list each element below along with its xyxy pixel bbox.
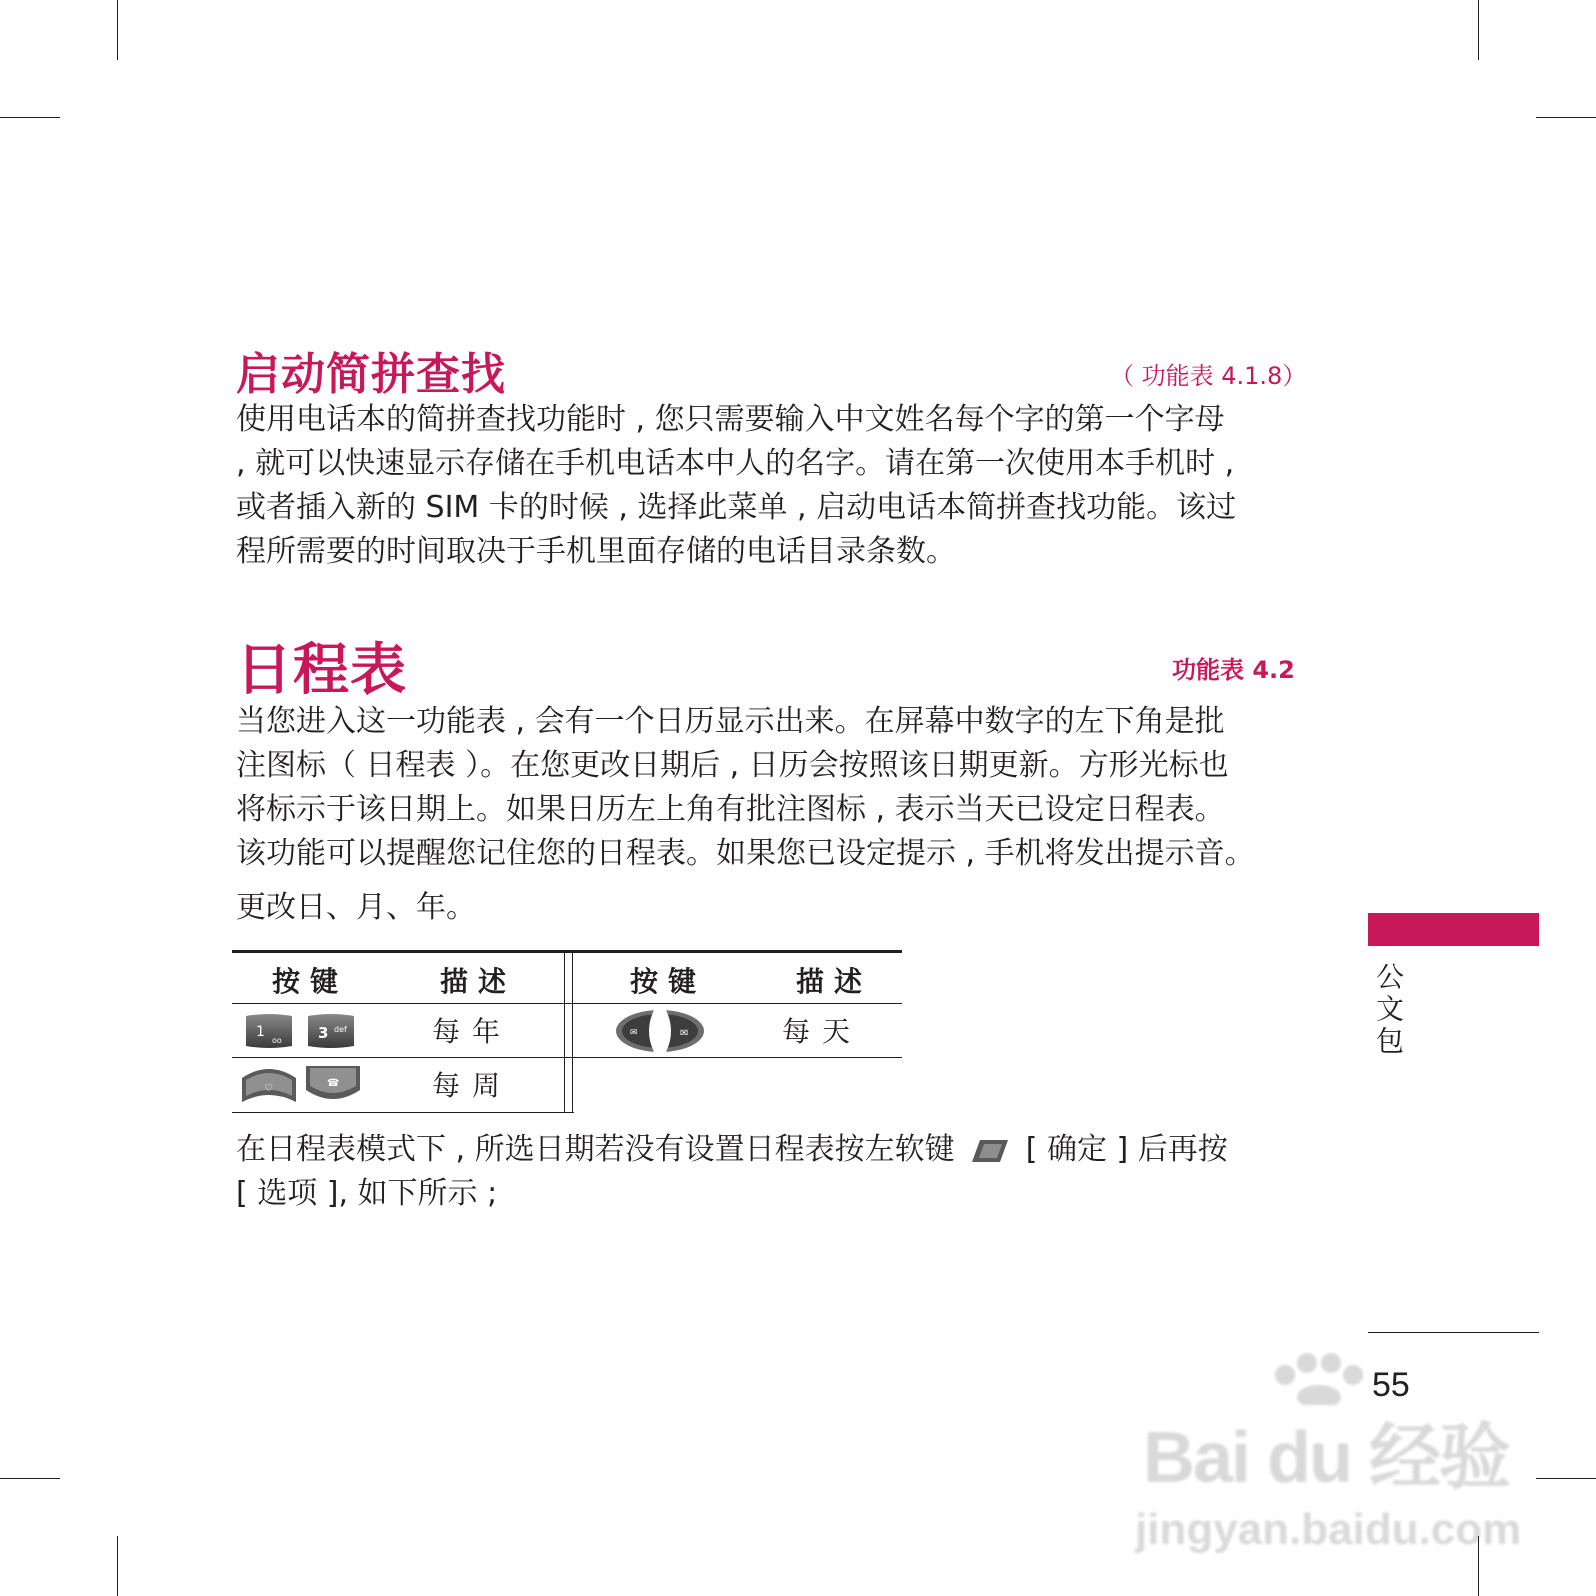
- crop-mark: [117, 1536, 118, 1596]
- table-rule: [232, 1003, 902, 1004]
- table-top-rule: [232, 950, 902, 953]
- desc-daily: 每天: [782, 1015, 863, 1048]
- watermark-url: jingyan.baidu.com: [1135, 1505, 1522, 1554]
- svg-text:3: 3: [318, 1024, 329, 1042]
- svg-text:✉: ✉: [680, 1028, 689, 1039]
- baidu-watermark: [1135, 1345, 1525, 1575]
- text-line: 当您进入这一功能表 , 会有一个日历显示出来。在屏幕中数字的左下角是批: [236, 704, 1225, 739]
- text-segment: 在日程表模式下 , 所选日期若没有设置日程表按左软键: [236, 1132, 955, 1167]
- paragraph-quick-search: [236, 398, 1296, 574]
- desc-weekly: 每周: [432, 1069, 513, 1102]
- table-divider: [564, 950, 565, 1113]
- text-line: , 就可以快速显示存储在手机电话本中人的名字。请在第一次使用本手机时 ,: [236, 446, 1235, 481]
- left-nav-key-icon: [240, 1064, 298, 1104]
- text-line: [236, 1128, 1296, 1172]
- watermark-brand: Bai du 经验: [1143, 1418, 1510, 1498]
- header-desc: 描述: [440, 965, 517, 998]
- paw-icon: [1255, 1345, 1375, 1405]
- key-table: [232, 950, 902, 1113]
- svg-text:✉: ✉: [630, 1028, 638, 1038]
- crop-mark: [1478, 0, 1479, 60]
- crop-mark: [1536, 117, 1596, 118]
- text-line: 注图标（ 日程表 ）。在您更改日期后 , 日历会按照该日期更新。方形光标也: [236, 748, 1229, 783]
- crop-mark: [0, 1478, 60, 1479]
- svg-text:1: 1: [256, 1024, 265, 1040]
- side-scroll-key-icon: [614, 1008, 706, 1054]
- section-ref-scheduler: 功能表 4.2: [1172, 656, 1295, 684]
- section-ref-quick-search: （ 功能表 4.1.8）: [1110, 362, 1307, 390]
- paragraph-schedule-mode: [236, 1128, 1296, 1216]
- crop-mark: [0, 117, 60, 118]
- text-line: 或者插入新的 SIM 卡的时候 , 选择此菜单 , 启动电话本简拼查找功能。该过: [236, 490, 1237, 525]
- 3-key-icon: [306, 1012, 356, 1050]
- text-line: 该功能可以提醒您记住您的日程表。如果您已设定提示 , 手机将发出提示音。: [236, 836, 1255, 871]
- table-rule: [232, 1057, 902, 1058]
- crop-mark: [1536, 1478, 1596, 1479]
- left-softkey-icon: [970, 1138, 1010, 1164]
- svg-text:def: def: [334, 1025, 347, 1034]
- text-segment: [ 确定 ] 后再按: [1025, 1132, 1228, 1167]
- text-line: 将标示于该日期上。如果日历左上角有批注图标 , 表示当天已设定日程表。: [236, 792, 1225, 827]
- crop-mark: [117, 0, 118, 60]
- side-tab-bar: [1368, 913, 1539, 946]
- header-key: 按键: [630, 965, 707, 998]
- side-tab-label: 公文包: [1372, 962, 1405, 1058]
- desc-yearly: 每年: [432, 1015, 513, 1048]
- text-line: 程所需要的时间取决于手机里面存储的电话目录条数。: [236, 534, 956, 569]
- svg-text:☎: ☎: [327, 1078, 340, 1089]
- text-line: 使用电话本的简拼查找功能时 , 您只需要输入中文姓名每个字的第一个字母: [236, 402, 1225, 437]
- page-number-rule: [1368, 1332, 1539, 1333]
- header-desc: 描述: [796, 965, 873, 998]
- section-title-quick-search: 启动简拼查找: [236, 349, 506, 400]
- text-line: [ 选项 ], 如下所示 ;: [236, 1176, 498, 1211]
- paragraph-scheduler: [236, 700, 1296, 876]
- table-rule: [232, 1112, 574, 1113]
- svg-text:♡: ♡: [264, 1083, 273, 1094]
- page-number: 55: [1372, 1366, 1410, 1404]
- 1-key-icon: [244, 1012, 294, 1050]
- svg-text:oo: oo: [272, 1036, 282, 1045]
- table-divider: [572, 950, 573, 1113]
- right-nav-key-icon: [304, 1064, 362, 1104]
- change-date-line: 更改日、月、年。: [236, 890, 476, 925]
- section-title-scheduler: 日程表: [236, 638, 407, 703]
- header-key: 按键: [272, 965, 349, 998]
